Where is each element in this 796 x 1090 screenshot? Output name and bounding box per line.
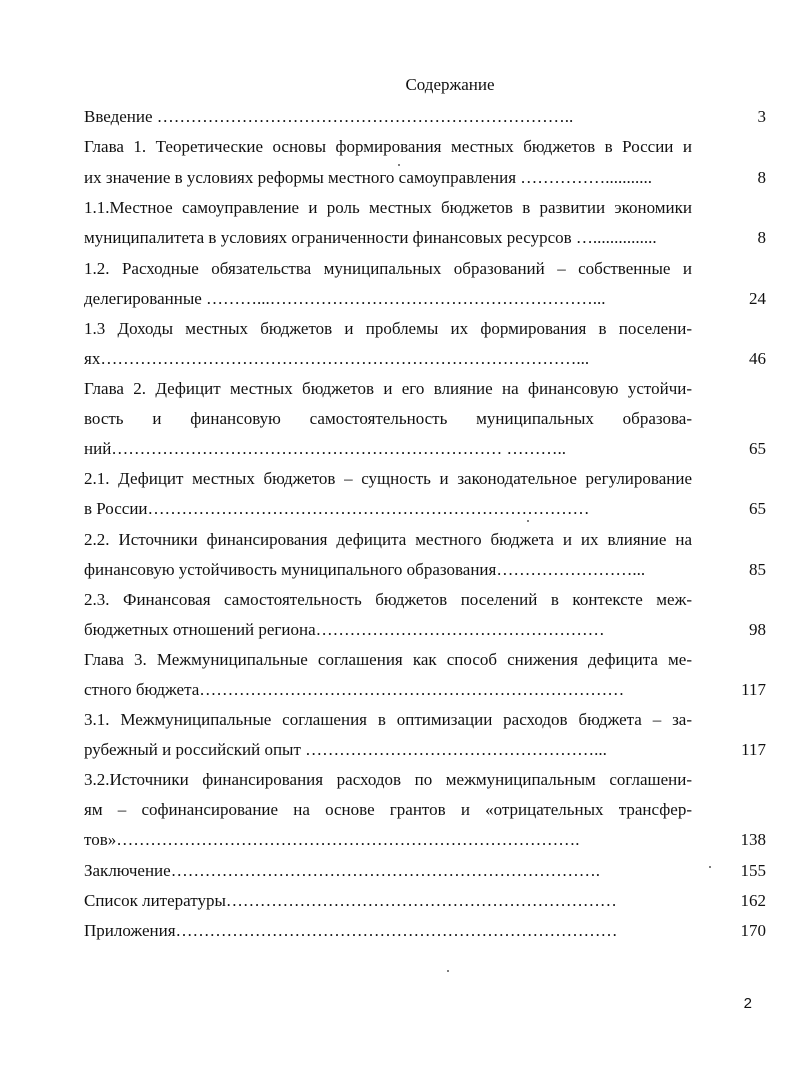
toc-line-section-2-1: 2.1. Дефицит местных бюджетов – сущность и законодательное регулирование <box>84 469 692 488</box>
page-title: Содержание <box>405 75 495 94</box>
toc-line-chapter-3: Глава 3. Межмуниципальные соглашения как способ снижения дефицита ме- <box>84 650 692 669</box>
toc-line-section-2-2: 2.2. Источники финансирования дефицита местного бюджета и их влияние на <box>84 530 692 549</box>
toc-line-section-1-3: 1.3 Доходы местных бюджетов и проблемы их формирования в поселени- <box>84 319 692 338</box>
toc-line-section-3-2: 3.2.Источники финансирования расходов по межмуниципальным соглашени- <box>84 770 692 789</box>
toc-line-section-2-3: 2.3. Финансовая самостоятельность бюджетов поселений в контексте меж- <box>84 590 692 609</box>
toc-page-introduction: 3 <box>757 107 766 126</box>
toc-page-section-1-3: 46 <box>749 349 766 368</box>
toc-line-section-2-1: в России…………………………………………………………………… <box>84 499 590 518</box>
toc-line-section-3-2: тов»………………………………………………………………………. <box>84 830 580 849</box>
toc-page-section-1-1: 8 <box>757 228 766 247</box>
toc-page-chapter-2: 65 <box>749 439 766 458</box>
scan-speck <box>398 164 400 166</box>
toc-line-chapter-2: ний…………………………………………………………… ……….. <box>84 439 567 458</box>
toc-line-chapter-1: их значение в условиях реформы местного самоуправления ……………........... <box>84 168 653 187</box>
toc-page-section-2-2: 85 <box>749 560 766 579</box>
toc-line-section-2-2: финансовую устойчивость муниципального образования……………………... <box>84 560 646 579</box>
toc-page-section-3-1: 117 <box>741 740 766 759</box>
toc-line-introduction: Введение ……………………………………………………………….. <box>84 107 574 126</box>
scan-speck <box>447 970 449 972</box>
toc-line-chapter-3: стного бюджета………………………………………………………………… <box>84 680 625 699</box>
toc-line-section-3-1: 3.1. Межмуниципальные соглашения в оптимизации расходов бюджета – за- <box>84 710 692 729</box>
scan-speck <box>527 520 529 522</box>
toc-page-section-2-3: 98 <box>749 620 766 639</box>
toc-line-appendices: Приложения…………………………………………………………………… <box>84 921 618 940</box>
toc-page-section-2-1: 65 <box>749 499 766 518</box>
toc-line-chapter-1: Глава 1. Теоретические основы формирования местных бюджетов в России и <box>84 137 692 156</box>
toc-page-section-3-2: 138 <box>740 830 766 849</box>
toc-line-section-1-1: муниципалитета в условиях ограниченности финансовых ресурсов …............... <box>84 228 657 247</box>
toc-line-section-1-3: ях…………………………………………………………………………... <box>84 349 590 368</box>
toc-page-bibliography: 162 <box>740 891 766 910</box>
toc-line-section-1-1: 1.1.Местное самоуправление и роль местных бюджетов в развитии экономики <box>84 198 692 217</box>
toc-page-chapter-1: 8 <box>757 168 766 187</box>
toc-line-section-2-3: бюджетных отношений региона…………………………………………… <box>84 620 605 639</box>
toc-page-chapter-3: 117 <box>741 680 766 699</box>
toc-page-conclusion: 155 <box>740 861 766 880</box>
toc-page-section-1-2: 24 <box>749 289 766 308</box>
toc-line-section-1-2: 1.2. Расходные обязательства муниципальных образований – собственные и <box>84 259 692 278</box>
toc-line-section-1-2: делегированные ………...…………………………………………………... <box>84 289 606 308</box>
toc-line-section-3-2: ям – софинансирование на основе грантов и «отрицательных трансфер- <box>84 800 692 819</box>
toc-line-section-3-1: рубежный и российский опыт ……………………………………………... <box>84 740 607 759</box>
page-number: 2 <box>743 995 752 1012</box>
toc-line-chapter-2: вость и финансовую самостоятельность муниципальных образова- <box>84 409 692 428</box>
scan-speck <box>709 866 711 868</box>
toc-line-bibliography: Список литературы…………………………………………………………… <box>84 891 617 910</box>
toc-page-appendices: 170 <box>740 921 766 940</box>
toc-line-conclusion: Заключение…………………………………………………………………. <box>84 861 600 880</box>
toc-line-chapter-2: Глава 2. Дефицит местных бюджетов и его влияние на финансовую устойчи- <box>84 379 692 398</box>
